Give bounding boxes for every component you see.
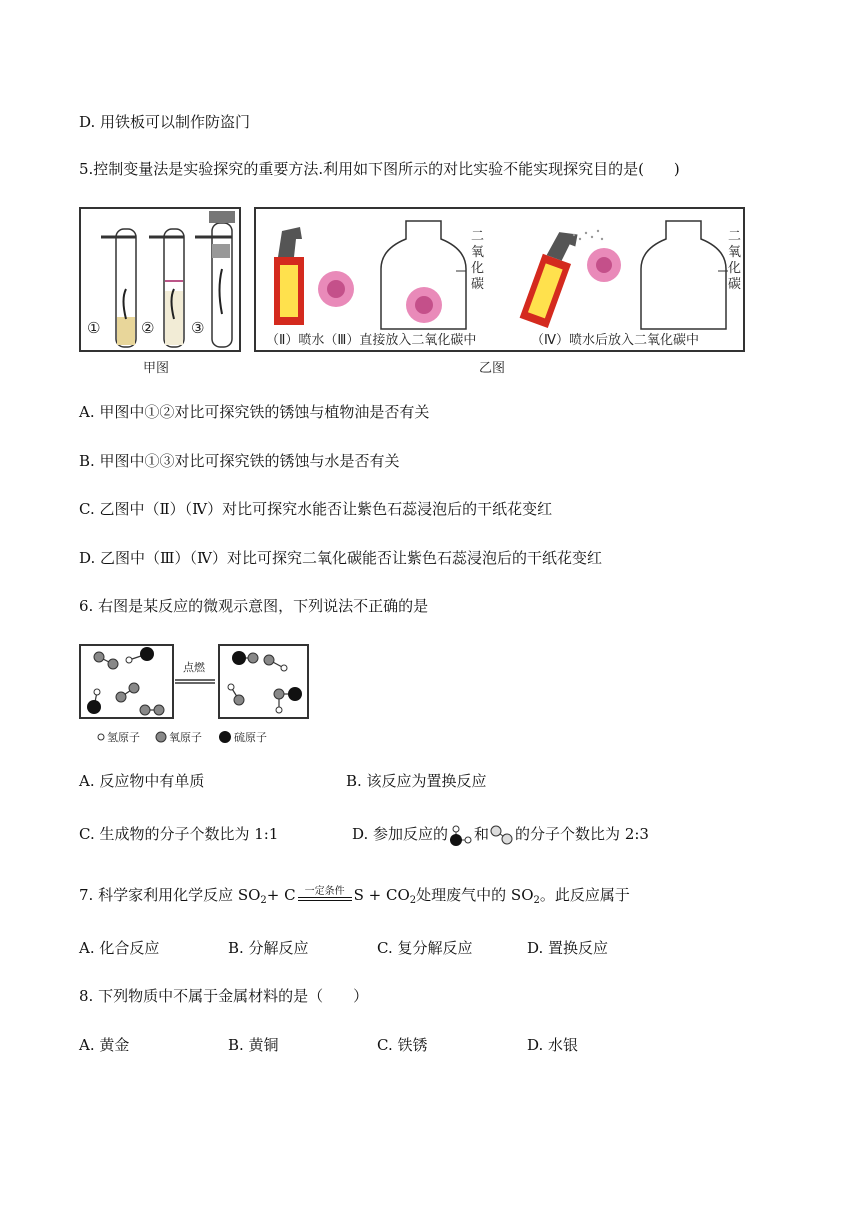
q7-option-d: D. 置换反应 [527, 939, 609, 957]
q7-text-4: 处理废气中的 SO [416, 886, 534, 904]
reaction-condition-equals [296, 886, 354, 906]
bottle-label-iii: 二氧化碳 [471, 229, 485, 292]
q7-text-3: S + CO [353, 886, 410, 904]
label-iv: （Ⅳ）喷水后放入二氧化碳中 [531, 333, 699, 348]
q7-option-a: A. 化合反应 [79, 939, 160, 957]
q7-sub-1: 2 [260, 895, 267, 906]
q8-option-c: C. 铁锈 [377, 1036, 428, 1054]
q5-option-b: B. 甲图中①③对比可探究铁的锈蚀与水是否有关 [79, 452, 400, 470]
q5-stem: 5.控制变量法是实验探究的重要方法.利用如下图所示的对比实验不能实现探究目的是( ) [79, 160, 680, 178]
q6-option-b: B. 该反应为置换反应 [346, 772, 487, 790]
q8-stem: 8. 下列物质中不属于金属材料的是（ ） [79, 987, 369, 1005]
q7-condition: 一定条件 [304, 886, 345, 897]
q8-option-b: B. 黄铜 [228, 1036, 279, 1054]
tube-label-3: ③ [191, 319, 205, 337]
q6d-and: 和 [474, 825, 490, 843]
q7-text-2: + C [266, 886, 296, 904]
q6-option-a: A. 反应物中有单质 [79, 772, 205, 790]
arrow-label-ignite: 点燃 [183, 661, 205, 674]
o2-molecule-icon [489, 824, 515, 846]
test-tubes-illustration [81, 209, 239, 350]
q7-text-5: 。此反应属于 [539, 886, 630, 904]
q8-option-a: A. 黄金 [79, 1036, 130, 1054]
bottle-label-iv: 二氧化碳 [728, 229, 742, 292]
tube-label-2: ② [141, 319, 155, 337]
q5-option-a: A. 甲图中①②对比可探究铁的锈蚀与植物油是否有关 [79, 403, 430, 421]
legend-sulfur: 硫原子 [234, 731, 267, 744]
q7-option-c: C. 复分解反应 [377, 939, 473, 957]
q4-option-d: D. 用铁板可以制作防盗门 [79, 113, 251, 131]
figure-jia-caption: 甲图 [143, 361, 170, 376]
q7-sub-2: 2 [409, 895, 417, 906]
q6-stem: 6. 右图是某反应的微观示意图，下列说法不正确的是 [79, 597, 429, 615]
q7-sub-3: 2 [533, 895, 540, 906]
legend-oxygen: 氧原子 [169, 731, 202, 744]
q7-stem [79, 885, 630, 911]
q5-option-d: D. 乙图中（Ⅲ）（Ⅳ）对比可探究二氧化碳能否让紫色石蕊浸泡后的干纸花变红 [79, 549, 602, 567]
q6-option-d [352, 824, 649, 846]
legend-hydrogen: 氢原子 [107, 731, 140, 744]
q7-text-1: 7. 科学家利用化学反应 SO [79, 886, 261, 904]
figure-yi [254, 207, 745, 352]
reaction-diagram [79, 642, 309, 750]
h2s-molecule-icon [448, 824, 474, 846]
figure-yi-caption: 乙图 [479, 361, 506, 376]
q7-option-b: B. 分解反应 [228, 939, 309, 957]
q6d-prefix: D. 参加反应的 [352, 825, 449, 843]
q5-option-c: C. 乙图中（Ⅱ）（Ⅳ）对比可探究水能否让紫色石蕊浸泡后的干纸花变红 [79, 500, 553, 518]
q8-option-d: D. 水银 [527, 1036, 579, 1054]
label-ii-iii: （Ⅱ）喷水（Ⅲ）直接放入二氧化碳中 [266, 333, 477, 348]
tube-label-1: ① [87, 319, 101, 337]
figure-jia [79, 207, 241, 352]
q6d-suffix: 的分子个数比为 2:3 [515, 825, 649, 843]
q6-option-c: C. 生成物的分子个数比为 1:1 [79, 825, 279, 843]
